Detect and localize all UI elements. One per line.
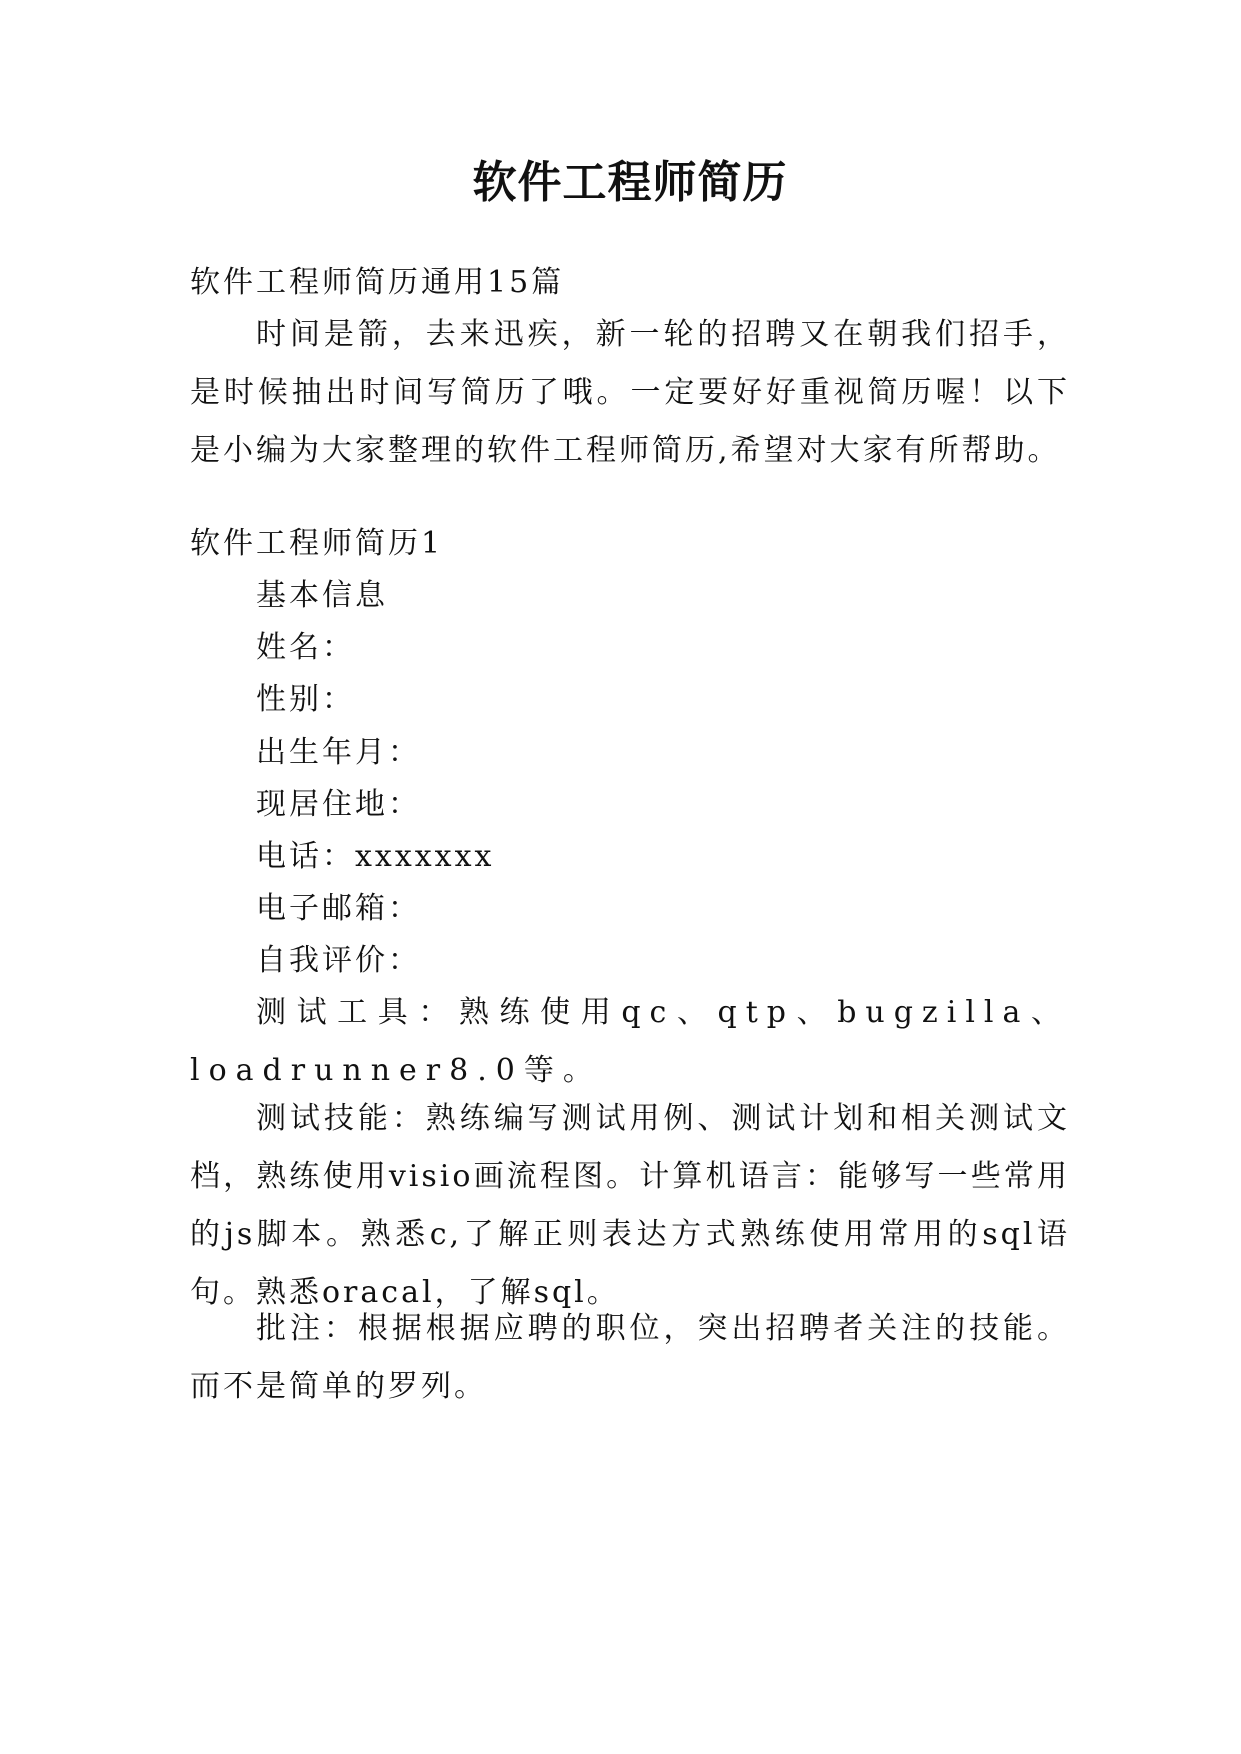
field-self-evaluation: 自我评价： — [256, 943, 421, 978]
field-phone: 电话：xxxxxxx — [256, 839, 495, 874]
basic-info-heading: 基本信息 — [256, 578, 388, 613]
document-subtitle: 软件工程师简历通用15篇 — [190, 265, 565, 300]
document-title: 软件工程师简历 — [472, 157, 788, 208]
section-heading: 软件工程师简历1 — [190, 526, 444, 561]
field-gender: 性别： — [256, 682, 355, 717]
field-name: 姓名： — [256, 630, 355, 665]
intro-paragraph: 时间是箭，去来迅疾，新一轮的招聘又在朝我们招手，是时候抽出时间写简历了哦。一定要好好重视简历喔！以下是小编为大家整理的软件工程师简历,希望对大家有所帮助。 — [190, 317, 1070, 468]
field-residence: 现居住地： — [256, 787, 421, 822]
note-paragraph: 批注：根据根据应聘的职位，突出招聘者关注的技能。而不是简单的罗列。 — [190, 1311, 1070, 1404]
test-tools-paragraph: 测试工具：熟练使用qc、qtp、bugzilla、loadrunner8.0等。 — [190, 995, 1070, 1088]
field-birth: 出生年月： — [256, 735, 421, 770]
field-email: 电子邮箱： — [256, 891, 421, 926]
test-skills-paragraph: 测试技能：熟练编写测试用例、测试计划和相关测试文档，熟练使用visio画流程图。计算机语言：能够写一些常用的js脚本。熟悉c,了解正则表达方式熟练使用常用的sql语句。熟悉oracal，了解sql。 — [190, 1101, 1070, 1310]
